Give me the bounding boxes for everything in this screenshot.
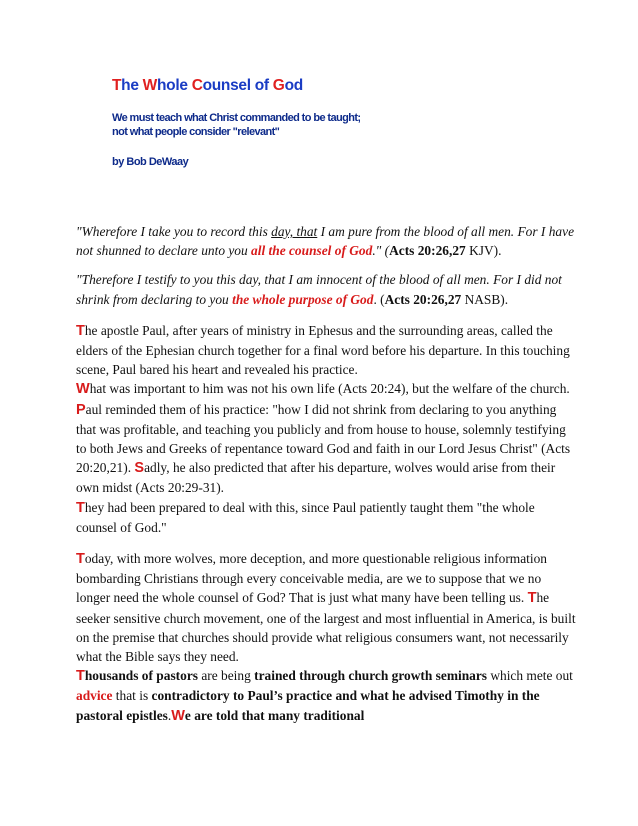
body-paragraph-2	[76, 549, 576, 726]
highlighted-word: advice	[76, 688, 113, 704]
paragraph-text: .	[167, 707, 172, 723]
colored-initial: T	[76, 668, 85, 685]
colored-initial: T	[76, 499, 85, 516]
bible-version: KJV).	[465, 243, 502, 259]
paragraph-text: he seeker sensitive church movement, one of the largest and most influential in America, is built on the premise that churches should provide what religious consumers want, not necessarily what the Bible says they need.	[76, 590, 576, 665]
title-initial: T	[112, 77, 122, 94]
paragraph-text: hat was important to him was not his own life (Acts 20:24), but the welfare of the church.	[89, 381, 570, 397]
colored-initial: T	[76, 551, 85, 568]
bible-version: NASB).	[461, 291, 509, 307]
paragraph-text: that is	[112, 688, 152, 704]
subtitle-line-2: not what people consider "relevant"	[112, 126, 280, 138]
document-subtitle	[112, 111, 592, 139]
colored-initial: W	[171, 707, 185, 724]
paragraph-text: he apostle Paul, after years of ministry in Ephesus and the surrounding areas, called the elders of the Ephesian church together for a final word before his departure. In this touching scene, Paul bared his heart and revealed his practice.	[76, 322, 570, 378]
author-byline: by Bob DeWaay	[112, 156, 189, 168]
scripture-quote-kjv	[76, 222, 576, 260]
quote-text: "Wherefore I take you to record this	[76, 224, 272, 239]
document-title	[112, 76, 592, 96]
paragraph-text: hey had been prepared to deal with this, since Paul patiently taught them "the whole counsel of God."	[76, 499, 535, 535]
title-word: ounsel of	[202, 77, 273, 94]
paragraph-text: oday, with more wolves, more deception, and more questionable religious information bombarding Christians through every conceivable media, are we to suppose that we no longer need the whole counsel of God? That is just what many have been telling us.	[76, 551, 547, 606]
title-word: od	[284, 77, 303, 94]
bold-phrase: e are told that many traditional	[184, 707, 365, 723]
quote-text: ." (	[372, 243, 390, 259]
title-word: he	[121, 77, 143, 94]
paragraph-text: aul reminded them of his practice: "how I did not shrink from declaring to you anything that was profitable, and teaching you publicly and from house to house, solemnly testifying to both Jews and Greeks of repentance toward God and faith in our Lord Jesus Christ" (Acts 20:20,21).	[76, 401, 571, 476]
colored-initial: S	[134, 460, 145, 477]
quote-emphasis: the whole purpose of God	[232, 291, 374, 307]
title-initial: G	[272, 77, 285, 94]
colored-initial: W	[76, 381, 90, 398]
paragraph-text: are being	[197, 668, 255, 684]
colored-initial: P	[76, 401, 86, 418]
document-header	[112, 76, 592, 169]
colored-initial: T	[76, 322, 85, 339]
bold-phrase: contradictory to Paul’s practice and what he advised Timothy in the pastoral epistles	[76, 688, 540, 723]
colored-initial: T	[527, 590, 537, 607]
document-body	[76, 222, 576, 726]
scripture-reference: Acts 20:26,27	[384, 291, 462, 307]
scripture-quote-nasb	[76, 270, 576, 308]
quote-emphasis: all the counsel of God	[251, 243, 373, 259]
subtitle-line-1: We must teach what Christ commanded to be taught;	[112, 112, 361, 124]
title-word: hole	[157, 77, 192, 94]
title-initial: C	[191, 77, 203, 94]
bold-phrase: trained through church growth seminars	[254, 668, 487, 684]
bold-phrase: housands of pastors	[84, 668, 198, 684]
quote-underlined-text: day, that	[271, 224, 318, 239]
body-paragraph-1	[76, 321, 576, 537]
quote-text: I am pure from the blood of all men. For I have not shunned to declare unto you	[76, 224, 575, 259]
scripture-reference: Acts 20:26,27	[389, 243, 466, 259]
title-initial: W	[142, 77, 158, 94]
paragraph-text: which mete out	[487, 668, 573, 684]
quote-text: "Therefore I testify to you this day, that I am innocent of the blood of all men. For I did not shrink from declaring to you	[76, 272, 562, 307]
paragraph-text: adly, he also predicted that after his departure, wolves would arise from their own midst (Acts 20:29-31).	[76, 460, 556, 496]
quote-text: . (	[373, 291, 385, 307]
